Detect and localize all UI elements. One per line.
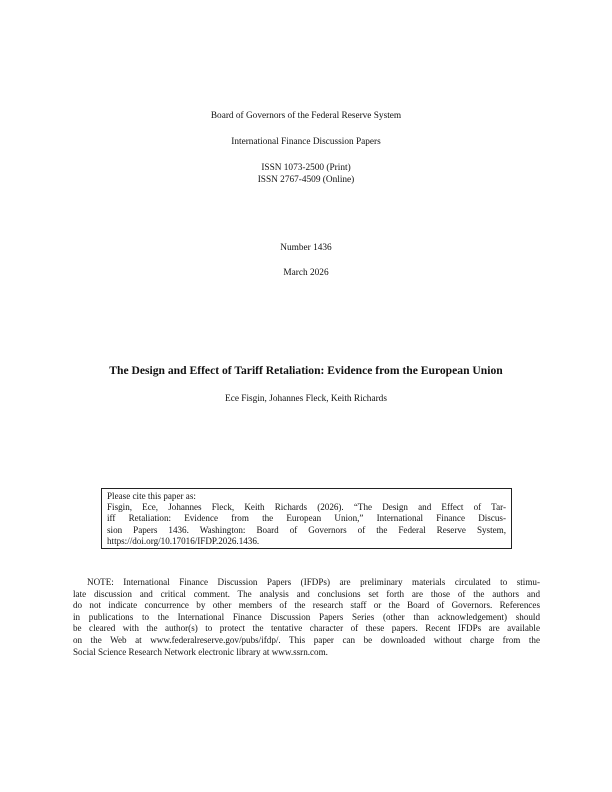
citation-box (101, 488, 512, 549)
note-line: on the Web at www.federalreserve.gov/pubs/ifdp/. This paper can be downloaded without charge from the (73, 634, 540, 645)
citation-doi: https://doi.org/10.17016/IFDP.2026.1436. (107, 535, 260, 546)
disclaimer-note (73, 577, 540, 658)
paper-authors: Ece Fisgin, Johannes Fleck, Keith Richards (225, 394, 387, 404)
institution-name: Board of Governors of the Federal Reserve System (210, 111, 402, 121)
paper-number: Number 1436 (280, 243, 332, 253)
citation-line: Fisgin, Ece, Johannes Fleck, Keith Richards (2026). “The Design and Effect of Tar- (107, 502, 506, 513)
note-line: late discussion and critical comment. The analysis and conclusions set forth are those of the authors and (73, 588, 540, 599)
note-line: Social Science Research Network electronic library at www.ssrn.com. (73, 646, 328, 657)
note-line: do not indicate concurrence by other members of the research staff or the Board of Governors. References (73, 600, 540, 611)
note-line: be cleared with the author(s) to protect the tentative character of these papers. Recent IFDPs are available (73, 623, 540, 634)
note-line: NOTE: International Finance Discussion Papers (IFDPs) are preliminary materials circulated to stimu- (87, 577, 540, 587)
citation-line: iff Retaliation: Evidence from the European Union,” International Finance Discus- (107, 513, 506, 524)
note-line: in publications to the International Finance Discussion Papers Series (other than acknowledgement) should (73, 611, 540, 622)
issn-online: ISSN 2767-4509 (Online) (257, 175, 355, 185)
series-name: International Finance Discussion Papers (231, 137, 381, 147)
paper-title: The Design and Effect of Tariff Retaliation: Evidence from the European Union (109, 364, 503, 377)
publication-date: March 2026 (283, 268, 329, 278)
citation-line: sion Papers 1436. Washington: Board of Governors of the Federal Reserve System, (107, 524, 506, 535)
issn-print: ISSN 1073-2500 (Print) (261, 163, 351, 173)
citation-intro: Please cite this paper as: (107, 491, 196, 501)
